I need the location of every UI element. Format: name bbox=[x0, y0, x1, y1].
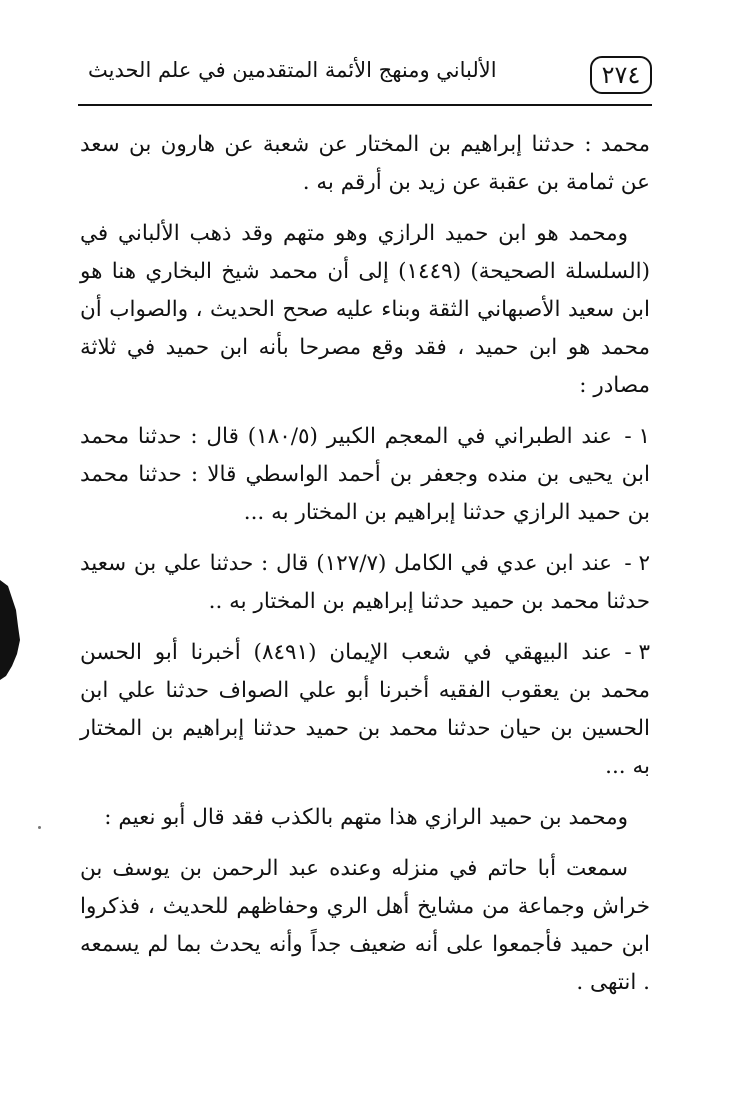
list-item-text: عند الطبراني في المعجم الكبير (١٨٠/٥) قال : حدثنا محمد ابن يحيى بن منده وجعفر بن أحمد الواسطي قالا : حدثنا محمد بن حميد الرازي حدثنا إبراهيم بن المختار به ... bbox=[80, 424, 650, 525]
scan-speck bbox=[38, 826, 41, 829]
paragraph-3: ومحمد بن حميد الرازي هذا متهم بالكذب فقد قال أبو نعيم : bbox=[104, 805, 628, 830]
list-item bbox=[80, 634, 650, 786]
list-item-number: ١ - bbox=[624, 424, 650, 449]
list-item-number: ٣ - bbox=[624, 640, 650, 665]
paragraph-1: محمد : حدثنا إبراهيم بن المختار عن شعبة عن هارون بن سعد عن ثمامة بن عقبة عن زيد بن أرقم به . bbox=[80, 132, 650, 195]
list-item-number: ٢ - bbox=[624, 551, 651, 576]
list-item-text: عند البيهقي في شعب الإيمان (٨٤٩١) أخبرنا أبو الحسن محمد بن يعقوب الفقيه أخبرنا أبو علي الصواف حدثنا علي ابن الحسين بن حيان حدثنا محمد بن حميد حدثنا إبراهيم بن المختار به ... bbox=[80, 640, 650, 779]
page-number: ٢٧٤ bbox=[590, 56, 652, 94]
header-rule bbox=[78, 104, 652, 106]
quotation-paragraph: سمعت أبا حاتم في منزله وعنده عبد الرحمن بن يوسف بن خراش وجماعة من مشايخ أهل الري وحفاظهم للحديث ، فذكروا ابن حميد فأجمعوا على أنه ضعيف جداً وأنه يحدث بما لم يسمعه . انتهى . bbox=[80, 856, 650, 995]
paragraph-2: ومحمد هو ابن حميد الرازي وهو متهم وقد ذهب الألباني في (السلسلة الصحيحة) (١٤٤٩) إلى أن محمد شيخ البخاري هنا هو ابن سعيد الأصبهاني الثقة وبناء عليه صحح الحديث ، والصواب أن محمد هو ابن حميد ، فقد وقع مصرحا بأنه ابن حميد في ثلاثة مصادر : bbox=[80, 221, 651, 398]
body-text bbox=[80, 126, 650, 1015]
list-item bbox=[80, 418, 650, 532]
running-title: الألباني ومنهج الأئمة المتقدمين في علم الحديث bbox=[88, 58, 497, 82]
page-header bbox=[78, 50, 652, 108]
scan-ink-mark bbox=[0, 580, 22, 680]
list-item-text: عند ابن عدي في الكامل (١٢٧/٧) قال : حدثنا علي بن سعيد حدثنا محمد بن حميد حدثنا إبراهيم بن المختار به .. bbox=[80, 551, 650, 614]
list-item bbox=[80, 545, 650, 621]
